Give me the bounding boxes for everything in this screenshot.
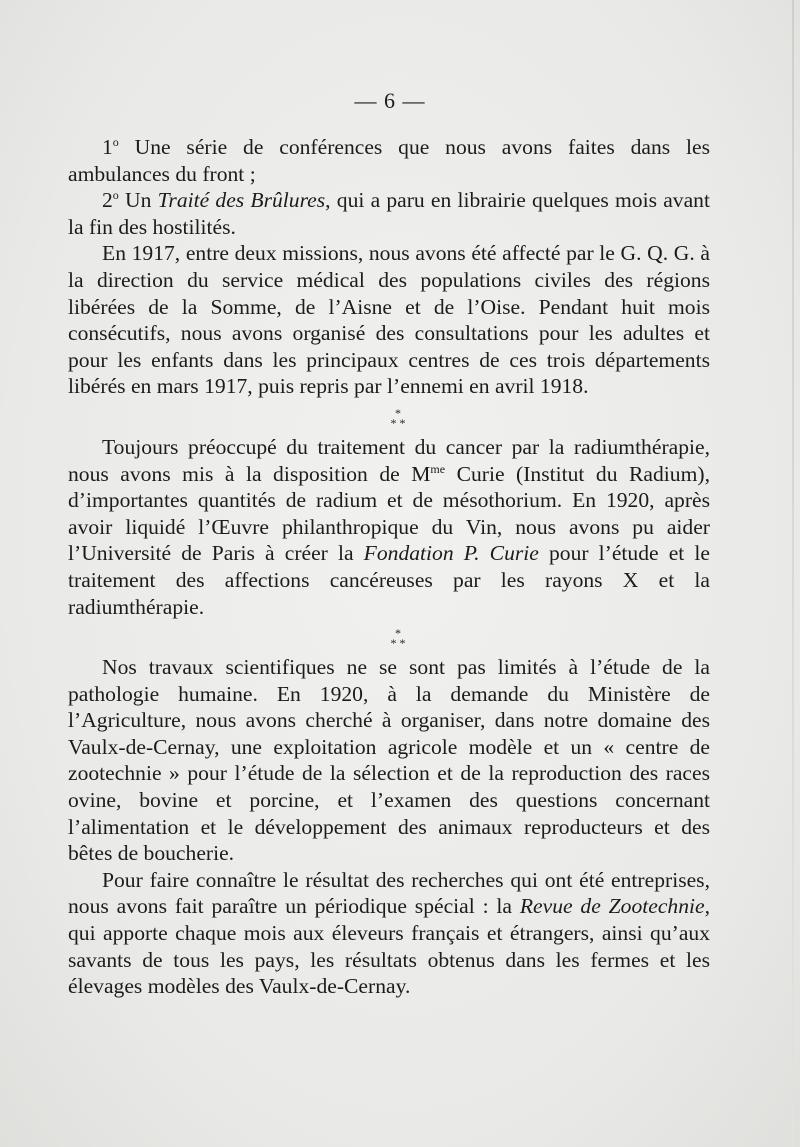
page-edge-shadow xyxy=(792,0,794,1147)
list-text: Une série de conférences que nous avons faites dans les ambulances du front ; xyxy=(68,135,710,186)
paragraph-text: Curie (Institut du Radium), d’importantes quantités de radium et de mésothorium. En 1920, après avoir liquidé l’Œuvre philanthropique du Vin, nous avons pu aider l’Université de Paris à créer la xyxy=(68,461,710,566)
paragraph-4 xyxy=(68,867,710,1000)
section-separator xyxy=(68,400,710,434)
paragraph-text: pour l’étude et le traitement des affections cancéreuses par les rayons X et la radiumthérapie. xyxy=(68,541,710,619)
list-item-2 xyxy=(68,187,710,240)
paragraph-2 xyxy=(68,434,710,620)
page-number: — 6 — xyxy=(354,88,426,113)
paragraph-1: En 1917, entre deux missions, nous avons été affecté par le G. Q. G. à la direction du service médical des populations civiles des régions libérées de la Somme, de l’Aisne et de l’Oise. Pendant huit mois consécutifs, nous avons organisé des consultations pour les adultes et pour les enfants dans les principaux centres de ces trois départements libérés en mars 1917, puis repris par l’ennemi en avril 1918. xyxy=(68,241,710,399)
body-text xyxy=(68,134,710,1000)
asterism-bottom: * * xyxy=(390,415,406,430)
paragraph-text: , qui apporte chaque mois aux éleveurs français et étrangers, ainsi qu’aux savants de tous les pays, les résultats obtenus dans les fermes et les élevages modèles des Vaulx-de-Cernay. xyxy=(68,894,711,999)
list-item-1 xyxy=(68,134,710,187)
section-separator xyxy=(68,620,710,654)
foundation-name: Fondation P. Curie xyxy=(363,541,539,566)
list-number: 1 xyxy=(102,135,113,159)
paragraph-3: Nos travaux scientifiques ne se sont pas limités à l’étude de la pathologie humaine. En 1920, à la demande du Ministère de l’Agriculture, nous avons cherché à organiser, dans notre domaine des Vaulx-de-Cernay, une exploitation agricole modèle et un « centre de zootechnie » pour l’étude de la sélection et de la reproduction des races ovine, bovine et porcine, et l’examen des questions concernant l’alimentation et le développement des animaux reproducteurs et des bêtes de boucherie. xyxy=(68,655,710,866)
paragraph-text: Pour faire connaître le résultat des recherches qui ont été entreprises, nous avons fait paraître un périodique spécial : la xyxy=(68,867,710,919)
book-title: Traité des Brûlures xyxy=(157,188,326,213)
title-superscript: me xyxy=(430,461,446,476)
asterism-top: * xyxy=(395,405,401,420)
ordinal-superscript: o xyxy=(112,135,119,149)
list-text: , qui a paru en librairie quelques mois avant la fin des hostilités. xyxy=(68,188,710,239)
list-text: Un xyxy=(118,188,158,213)
ordinal-superscript: o xyxy=(112,188,119,203)
list-number: 2 xyxy=(102,188,113,213)
asterism-top: * xyxy=(395,626,401,641)
asterism-bottom: * * xyxy=(390,636,406,651)
paragraph-text: Toujours préoccupé du traitement du cancer par la radiumthérapie, nous avons mis à la disposition de M xyxy=(68,434,710,486)
journal-title: Revue de Zootechnie xyxy=(519,894,705,919)
